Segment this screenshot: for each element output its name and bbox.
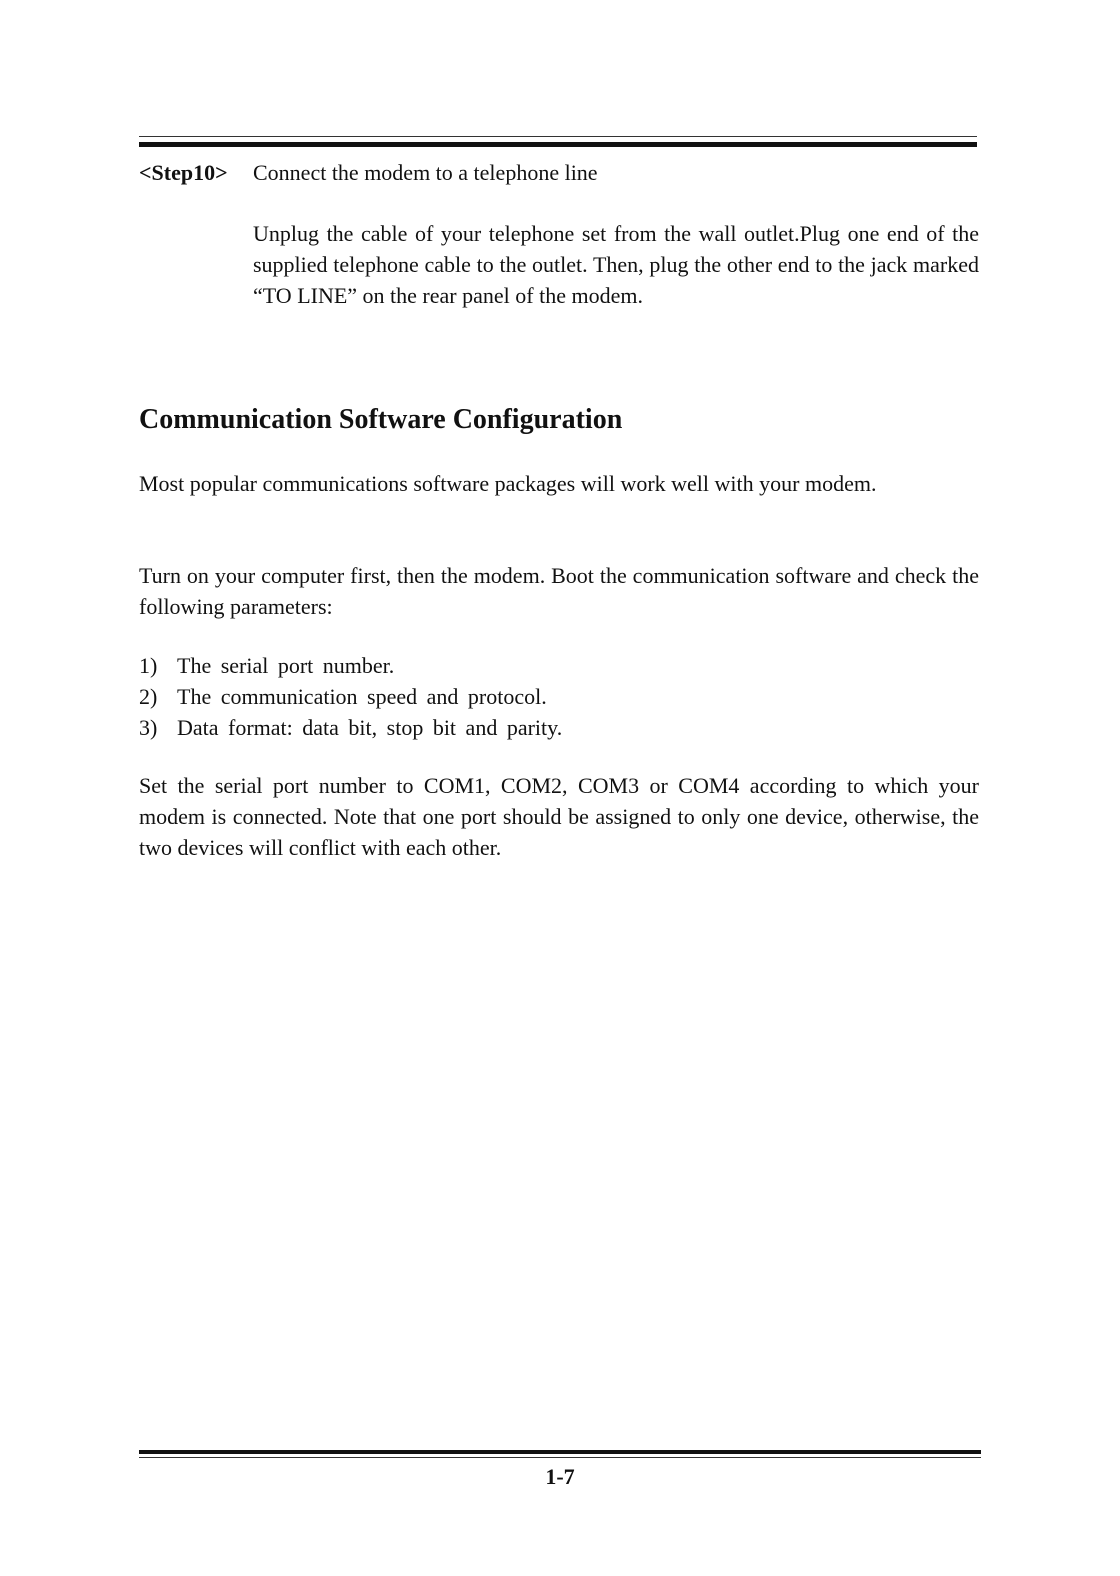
parameter-list (139, 650, 979, 743)
list-item-text: The serial port number. (177, 653, 395, 678)
footer-rule-thick (139, 1450, 981, 1454)
list-item (139, 650, 979, 681)
step-label: <Step10> (139, 160, 228, 185)
list-item-text: The communication speed and protocol. (177, 684, 547, 709)
step-title: Connect the modem to a telephone line (253, 160, 598, 185)
list-item-text: Data format: data bit, stop bit and parity. (177, 715, 563, 740)
list-item-number: 3) (139, 715, 158, 740)
list-item (139, 681, 979, 712)
section-heading: Communication Software Configuration (139, 404, 623, 435)
paragraph-software-packages: Most popular communications software packages will work well with your modem. (139, 471, 877, 496)
header-rule-thin (139, 136, 977, 137)
list-item-number: 2) (139, 684, 158, 709)
footer-rule-thin (139, 1457, 981, 1458)
paragraph-serial-port: Set the serial port number to COM1, COM2, COM3 or COM4 according to which your modem is connected. Note that one port should be assigned to only one device, otherwise, the two devices will conflict with each other. (139, 773, 979, 860)
page-number: 1-7 (545, 1464, 575, 1489)
list-item-number: 1) (139, 653, 158, 678)
paragraph-boot-instructions: Turn on your computer first, then the modem. Boot the communication software and check the following parameters: (139, 563, 979, 619)
list-item (139, 712, 979, 743)
step-body-text: Unplug the cable of your telephone set from the wall outlet.Plug one end of the supplied telephone cable to the outlet. Then, plug the other end to the jack marked “TO LINE” on the rear panel of the modem. (253, 221, 979, 308)
header-rule-thick (139, 142, 977, 147)
step-heading (139, 156, 979, 190)
